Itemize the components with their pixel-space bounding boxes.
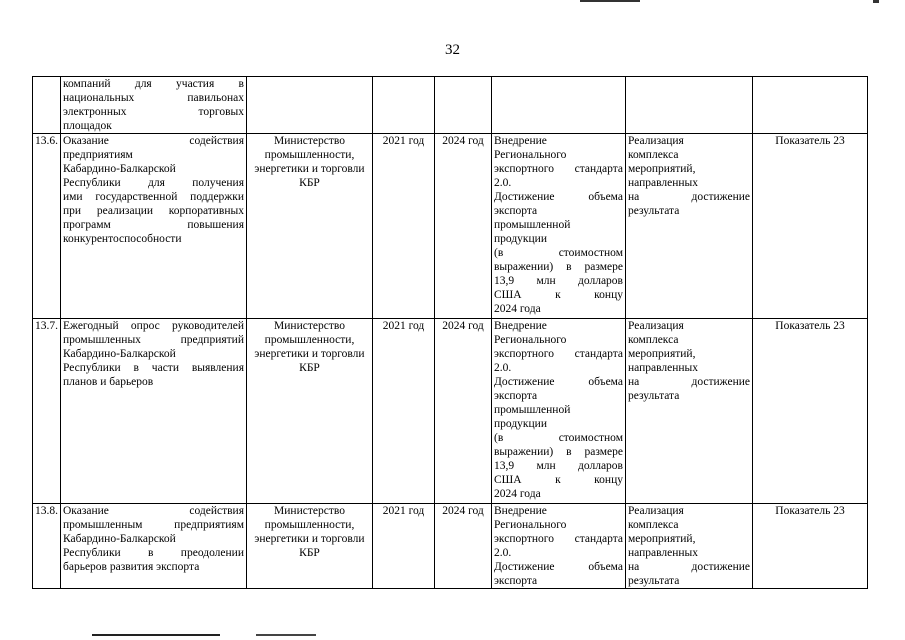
cell-tasks xyxy=(626,134,753,319)
desc-line: предприятиям xyxy=(63,149,133,161)
cell-number xyxy=(33,319,61,504)
indicator-text: Показатель 23 xyxy=(775,505,845,517)
cell-end-date xyxy=(435,319,492,504)
tasks-line: результата xyxy=(628,390,680,402)
cell-measure-name xyxy=(61,504,247,589)
result-line: экспорта xyxy=(494,390,538,402)
start-text: 2021 год xyxy=(382,320,425,332)
result-line: экспортного стандарта xyxy=(494,533,623,545)
num-text: 13.8. xyxy=(35,505,58,517)
tasks-line: на достижение xyxy=(628,191,750,203)
result-line: Регионального xyxy=(494,519,567,531)
cell-measure-name xyxy=(61,77,247,134)
result-line: 2024 года xyxy=(494,303,541,315)
executor-text: Министерство промышленности, энергетики и торговли КБР xyxy=(254,505,365,559)
result-line: Достижение объема xyxy=(494,561,623,573)
desc-line: национальных павильонах xyxy=(63,92,244,104)
scan-mark-top xyxy=(580,0,640,2)
result-line: 13,9 млн долларов xyxy=(494,275,623,287)
result-line: промышленной xyxy=(494,219,571,231)
cell-number xyxy=(33,504,61,589)
cell-expected-result xyxy=(492,319,626,504)
cell-executor xyxy=(247,134,373,319)
measures-table xyxy=(32,76,868,589)
result-line: 13,9 млн долларов xyxy=(494,460,623,472)
result-line: экспортного стандарта xyxy=(494,348,623,360)
bottom-rule-short xyxy=(256,634,316,636)
tasks-line: Реализация xyxy=(628,135,684,147)
result-line: Достижение объема xyxy=(494,376,623,388)
cell-start-date xyxy=(373,134,435,319)
result-line: Регионального xyxy=(494,149,567,161)
result-line: США к концу xyxy=(494,474,623,486)
cell-indicator xyxy=(753,134,868,319)
result-line: 2.0. xyxy=(494,362,512,374)
result-line: продукции xyxy=(494,233,547,245)
tasks-line: Реализация xyxy=(628,505,684,517)
result-line: Достижение объема xyxy=(494,191,623,203)
result-line: Внедрение xyxy=(494,135,547,147)
bottom-rule xyxy=(92,634,220,636)
cell-start-date xyxy=(373,319,435,504)
table-row xyxy=(33,504,868,589)
tasks-line: на достижение xyxy=(628,376,750,388)
end-text: 2024 год xyxy=(442,505,484,517)
desc-line: барьеров развития экспорта xyxy=(63,561,200,573)
result-line: (в стоимостном xyxy=(494,432,623,444)
table-row xyxy=(33,319,868,504)
result-line: экспортного стандарта xyxy=(494,163,623,175)
cell-executor xyxy=(247,319,373,504)
result-line: экспорта xyxy=(494,575,538,587)
desc-line: электронных торговых xyxy=(63,106,244,118)
desc-line: Кабардино-Балкарской xyxy=(63,348,176,360)
desc-line: Кабардино-Балкарской xyxy=(63,163,176,175)
tasks-line: Реализация xyxy=(628,320,684,332)
tasks-line: направленных xyxy=(628,547,699,559)
result-line: 2024 года xyxy=(494,488,541,500)
result-line: (в стоимостном xyxy=(494,247,623,259)
result-line: 2.0. xyxy=(494,177,512,189)
tasks-line: направленных xyxy=(628,177,699,189)
desc-line: ими государственной поддержки xyxy=(63,191,244,203)
start-text: 2021 год xyxy=(382,505,425,517)
start-text: 2021 год xyxy=(382,135,425,147)
result-line: Регионального xyxy=(494,334,567,346)
cell-start-date xyxy=(373,77,435,134)
tasks-line: мероприятий, xyxy=(628,163,696,175)
executor-text: Министерство промышленности, энергетики и торговли КБР xyxy=(254,135,365,189)
cell-expected-result xyxy=(492,504,626,589)
result-line: Внедрение xyxy=(494,320,547,332)
cell-end-date xyxy=(435,134,492,319)
tasks-line: на достижение xyxy=(628,561,750,573)
end-text: 2024 год xyxy=(442,320,484,332)
cell-tasks xyxy=(626,77,753,134)
desc-line: Республики в преодолении xyxy=(63,547,244,559)
cell-indicator xyxy=(753,77,868,134)
cell-number xyxy=(33,134,61,319)
num-text: 13.7. xyxy=(35,320,58,332)
tasks-line: результата xyxy=(628,205,680,217)
tasks-line: мероприятий, xyxy=(628,533,696,545)
desc-line: Оказание содействия xyxy=(63,135,244,147)
desc-line: при реализации корпоративных xyxy=(63,205,244,217)
cell-end-date xyxy=(435,504,492,589)
result-line: Внедрение xyxy=(494,505,547,517)
cell-tasks xyxy=(626,504,753,589)
desc-line: компаний для участия в xyxy=(63,78,244,90)
table-row xyxy=(33,77,868,134)
tasks-line: мероприятий, xyxy=(628,348,696,360)
desc-line: площадок xyxy=(63,120,112,132)
cell-indicator xyxy=(753,319,868,504)
desc-line: Ежегодный опрос руководителей xyxy=(63,320,244,332)
page-number: 32 xyxy=(445,42,460,58)
end-text: 2024 год xyxy=(442,135,484,147)
tasks-line: комплекса xyxy=(628,519,679,531)
desc-line: планов и барьеров xyxy=(63,376,154,388)
tasks-line: результата xyxy=(628,575,680,587)
cell-executor xyxy=(247,504,373,589)
cell-expected-result xyxy=(492,134,626,319)
tasks-line: комплекса xyxy=(628,334,679,346)
result-line: выражении) в размере xyxy=(494,446,623,458)
indicator-text: Показатель 23 xyxy=(775,135,845,147)
result-line: выражении) в размере xyxy=(494,261,623,273)
num-text: 13.6. xyxy=(35,135,58,147)
cell-measure-name xyxy=(61,319,247,504)
desc-line: Республики для получения xyxy=(63,177,244,189)
executor-text: Министерство промышленности, энергетики и торговли КБР xyxy=(254,320,365,374)
desc-line: промышленных предприятий xyxy=(63,334,244,346)
result-line: продукции xyxy=(494,418,547,430)
cell-number xyxy=(33,77,61,134)
desc-line: промышленным предприятиям xyxy=(63,519,244,531)
cell-indicator xyxy=(753,504,868,589)
tasks-line: направленных xyxy=(628,362,699,374)
table-row xyxy=(33,134,868,319)
desc-line: Кабардино-Балкарской xyxy=(63,533,176,545)
scan-mark-corner xyxy=(873,0,879,3)
result-line: США к концу xyxy=(494,289,623,301)
cell-tasks xyxy=(626,319,753,504)
cell-expected-result xyxy=(492,77,626,134)
cell-measure-name xyxy=(61,134,247,319)
indicator-text: Показатель 23 xyxy=(775,320,845,332)
tasks-line: комплекса xyxy=(628,149,679,161)
result-line: экспорта xyxy=(494,205,538,217)
result-line: промышленной xyxy=(494,404,571,416)
desc-line: Оказание содействия xyxy=(63,505,244,517)
cell-executor xyxy=(247,77,373,134)
result-line: 2.0. xyxy=(494,547,512,559)
desc-line: программ повышения xyxy=(63,219,244,231)
desc-line: конкурентоспособности xyxy=(63,233,182,245)
cell-end-date xyxy=(435,77,492,134)
cell-start-date xyxy=(373,504,435,589)
desc-line: Республики в части выявления xyxy=(63,362,244,374)
table-body xyxy=(33,77,868,589)
